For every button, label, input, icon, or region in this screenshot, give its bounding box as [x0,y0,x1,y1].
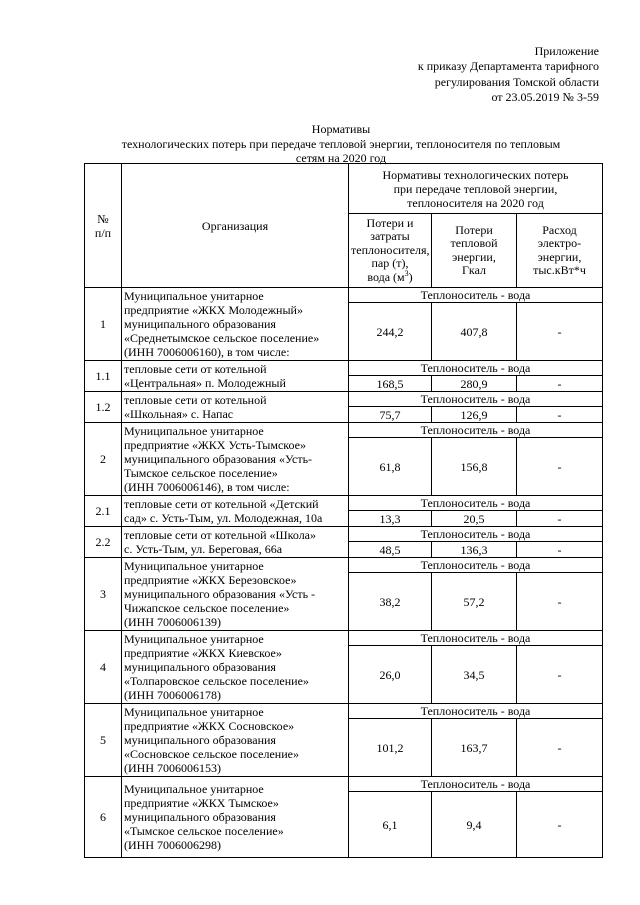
value-water-losses: 38,2 [349,573,432,631]
row-number: 1.1 [85,361,122,392]
table-row [85,527,603,542]
value-power-consumption: - [517,376,603,392]
value-water-losses: 48,5 [349,542,432,558]
organization-line: Муниципальное унитарное [124,289,264,303]
organization-line: Муниципальное унитарное [124,424,264,438]
row-organization [122,288,349,361]
row-organization [122,423,349,496]
value-water-losses: 101,2 [349,719,432,777]
row-organization [122,361,349,392]
row-number: 4 [85,631,122,704]
header-power-consumption: Расход электро- энергии, тыс.кВт*ч [517,214,603,288]
organization-line: «Толпаровское сельское поселение» [124,674,309,688]
organization-line: «Тымское сельское поселение» [124,824,284,838]
organization-line: тепловые сети от котельной «Детский [124,497,319,511]
value-water-losses: 6,1 [349,792,432,858]
organization-line: муниципального образования [124,733,276,747]
table-row [85,361,603,376]
organization-line: (ИНН 7006006146), в том числе: [124,480,290,494]
organization-line: муниципального образования «Усть- [124,452,313,466]
value-heat-losses: 280,9 [432,376,517,392]
table-row [85,631,603,646]
organization-line: с. Усть-Тым, ул. Береговая, 66а [124,542,283,556]
value-power-consumption: - [517,573,603,631]
value-heat-losses: 57,2 [432,573,517,631]
value-water-losses: 168,5 [349,376,432,392]
row-carrier: Теплоноситель - вода [349,704,603,719]
header-water-losses: Потери и затраты теплоносителя, пар (т), вода $(м^3)$ [349,214,432,288]
organization-line: Тымское сельское поселение» [124,466,278,480]
row-organization [122,392,349,423]
value-power-consumption: - [517,407,603,423]
header-norms-group: Нормативы технологических потерь при передаче тепловой энергии, теплоносителя на 2020 год [349,164,603,214]
organization-line: сад» с. Усть-Тым, ул. Молодежная, 10а [124,511,323,525]
row-carrier: Теплоноситель - вода [349,361,603,376]
row-carrier: Теплоноситель - вода [349,423,603,438]
organization-line: Муниципальное унитарное [124,782,264,796]
value-heat-losses: 156,8 [432,438,517,496]
organization-line: предприятие «ЖКХ Тымское» [124,796,279,810]
row-organization [122,527,349,558]
row-number: 1.2 [85,392,122,423]
appendix-line: Приложение [534,44,599,58]
row-carrier: Теплоноситель - вода [349,392,603,407]
title-line: Нормативы [311,122,371,136]
title-line: сетям на 2020 год [295,151,387,165]
value-water-losses: 13,3 [349,511,432,527]
organization-line: (ИНН 7006006178) [124,688,221,702]
header-organization: Организация [122,164,349,288]
value-water-losses: 75,7 [349,407,432,423]
row-number: 6 [85,777,122,858]
organization-line: «Центральная» п. Молодежный [124,376,286,390]
row-number: 3 [85,558,122,631]
organization-line: (ИНН 7006006298) [124,838,221,852]
norms-table [84,163,603,858]
value-heat-losses: 407,8 [432,303,517,361]
value-power-consumption: - [517,646,603,704]
organization-line: Муниципальное унитарное [124,559,264,573]
table-row [85,777,603,792]
row-organization [122,704,349,777]
value-heat-losses: 126,9 [432,407,517,423]
organization-line: (ИНН 7006006153) [124,761,221,775]
organization-line: (ИНН 7006006139) [124,615,221,629]
organization-line: «Среднетымское сельское поселение» [124,331,320,345]
row-organization [122,558,349,631]
organization-line: муниципального образования [124,660,276,674]
organization-line: «Школьная» с. Напас [124,407,234,421]
value-heat-losses: 9,4 [432,792,517,858]
value-heat-losses: 136,3 [432,542,517,558]
row-number: 1 [85,288,122,361]
organization-line: тепловые сети от котельной [124,393,267,407]
value-heat-losses: 20,5 [432,511,517,527]
header-number: № п/п [85,164,122,288]
appendix-block [418,44,599,105]
row-carrier: Теплоноситель - вода [349,558,603,573]
table-row [85,496,603,511]
organization-line: Муниципальное унитарное [124,705,264,719]
table-header-row [85,164,603,214]
row-organization [122,631,349,704]
appendix-line: от 23.05.2019 № 3-59 [491,89,599,104]
appendix-line: к приказу Департамента тарифного [417,59,599,74]
value-power-consumption: - [517,303,603,361]
value-heat-losses: 34,5 [432,646,517,704]
value-water-losses: 244,2 [349,303,432,361]
row-number: 2 [85,423,122,496]
table-row [85,558,603,573]
table-row [85,704,603,719]
organization-line: тепловые сети от котельной «Школа» [124,528,317,542]
table-row [85,288,603,303]
row-organization [122,777,349,858]
organization-line: предприятие «ЖКХ Киевское» [124,646,282,660]
row-carrier: Теплоноситель - вода [349,777,603,792]
value-power-consumption: - [517,792,603,858]
value-power-consumption: - [517,542,603,558]
row-carrier: Теплоноситель - вода [349,496,603,511]
row-number: 5 [85,704,122,777]
organization-line: предприятие «ЖКХ Березовское» [124,573,297,587]
row-number: 2.1 [85,496,122,527]
organization-line: (ИНН 7006006160), в том числе: [124,345,290,359]
organization-line: муниципального образования [124,810,276,824]
organization-line: предприятие «ЖКХ Молодежный» [124,303,303,317]
organization-line: тепловые сети от котельной [124,362,267,376]
organization-line: муниципального образования «Усть - [124,587,316,601]
appendix-line: регулирования Томской области [434,74,599,89]
row-carrier: Теплоноситель - вода [349,527,603,542]
row-carrier: Теплоноситель - вода [349,631,603,646]
value-heat-losses: 163,7 [432,719,517,777]
value-water-losses: 26,0 [349,646,432,704]
value-power-consumption: - [517,719,603,777]
value-power-consumption: - [517,511,603,527]
row-organization [122,496,349,527]
organization-line: предприятие «ЖКХ Усть-Тымское» [124,438,306,452]
value-power-consumption: - [517,438,603,496]
row-carrier: Теплоноситель - вода [349,288,603,303]
document-title [80,122,602,166]
organization-line: предприятие «ЖКХ Сосновское» [124,719,295,733]
organization-line: Муниципальное унитарное [124,632,264,646]
organization-line: Чижапское сельское поселение» [124,601,290,615]
title-line: технологических потерь при передаче тепловой энергии, теплоносителя по тепловым [121,136,561,151]
table-row [85,423,603,438]
organization-line: «Сосновское сельское поселение» [124,747,299,761]
table-row [85,392,603,407]
organization-line: муниципального образования [124,317,276,331]
row-number: 2.2 [85,527,122,558]
value-water-losses: 61,8 [349,438,432,496]
header-heat-losses: Потери тепловой энергии, Гкал [432,214,517,288]
